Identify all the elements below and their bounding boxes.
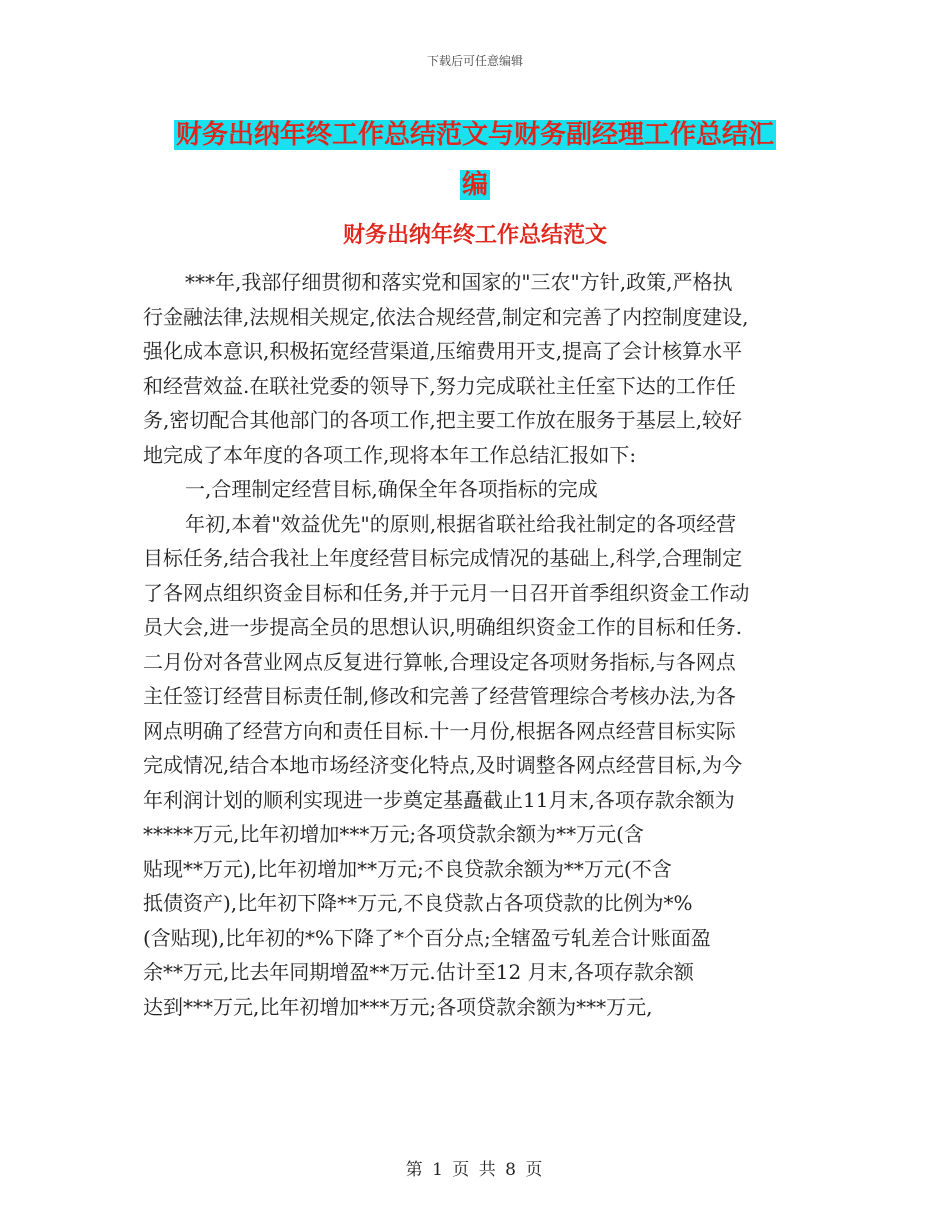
text-line: 余**万元,比去年同期增盈**万元.估计至12 月末,各项存款余额 xyxy=(143,960,694,984)
text-line: 和经营效益.在联社党委的领导下,努力完成联社主任室下达的工作任 xyxy=(143,373,736,398)
text-line: ***年,我部仔细贯彻和落实党和国家的"三农"方针,政策,严格执 xyxy=(185,270,733,294)
text-line: 年利润计划的顺利实现进一步奠定基矗截止11月末,各项存款余额为 xyxy=(143,787,735,812)
main-title-line-2: 编 xyxy=(461,170,488,200)
text-line: 完成情况,结合本地市场经济变化特点,及时调整各网点经营目标,为今 xyxy=(143,753,743,777)
text-line: 地完成了本年度的各项工作,现将本年工作总结汇报如下: xyxy=(143,442,637,467)
main-title xyxy=(0,110,950,210)
text-line: 务,密切配合其他部门的各项工作,把主要工作放在服务于基层上,较好 xyxy=(143,408,743,432)
text-line: 年初,本着"效益优先"的原则,根据省联社给我社制定的各项经营 xyxy=(185,511,737,536)
header-note: 下载后可任意编辑 xyxy=(426,54,523,68)
body-text xyxy=(143,265,815,1024)
text-line: 贴现**万元),比年初增加**万元;不良贷款余额为**万元(不含 xyxy=(143,856,672,881)
text-line: 强化成本意识,积极拓宽经营渠道,压缩费用开支,提高了会计核算水平 xyxy=(143,339,743,363)
text-line: (含贴现),比年初的*%下降了*个百分点;全辖盈亏轧差合计账面盈 xyxy=(143,925,711,950)
section-title: 财务出纳年终工作总结范文 xyxy=(342,222,607,248)
main-title-line-1: 财务出纳年终工作总结范文与财务副经理工作总结汇 xyxy=(175,120,774,150)
text-line: 目标任务,结合我社上年度经营目标完成情况的基础上,科学,合理制定 xyxy=(143,546,743,570)
text-line: 二月份对各营业网点反复进行算帐,合理设定各项财务指标,与各网点 xyxy=(143,649,736,674)
text-line: 了各网点组织资金目标和任务,并于元月一日召开首季组织资金工作动 xyxy=(143,580,750,605)
text-line: 主任签订经营目标责任制,修改和完善了经营管理综合考核办法,为各 xyxy=(143,684,736,708)
text-line: 员大会,进一步提高全员的思想认识,明确组织资金工作的目标和任务. xyxy=(143,615,743,639)
text-line: 网点明确了经营方向和责任目标.十一月份,根据各网点经营目标实际 xyxy=(143,718,736,743)
page-footer: 第 1 页 共 8 页 xyxy=(405,1160,545,1180)
text-line: 抵债资产),比年初下降**万元,不良贷款占各项贷款的比例为*% xyxy=(143,891,693,915)
text-line: 一,合理制定经营目标,确保全年各项指标的完成 xyxy=(185,477,598,501)
text-line: *****万元,比年初增加***万元;各项贷款余额为**万元(含 xyxy=(143,822,644,846)
text-line: 达到***万元,比年初增加***万元;各项贷款余额为***万元, xyxy=(143,994,653,1019)
text-line: 行金融法律,法规相关规定,依法合规经营,制定和完善了内控制度建设, xyxy=(143,304,749,329)
